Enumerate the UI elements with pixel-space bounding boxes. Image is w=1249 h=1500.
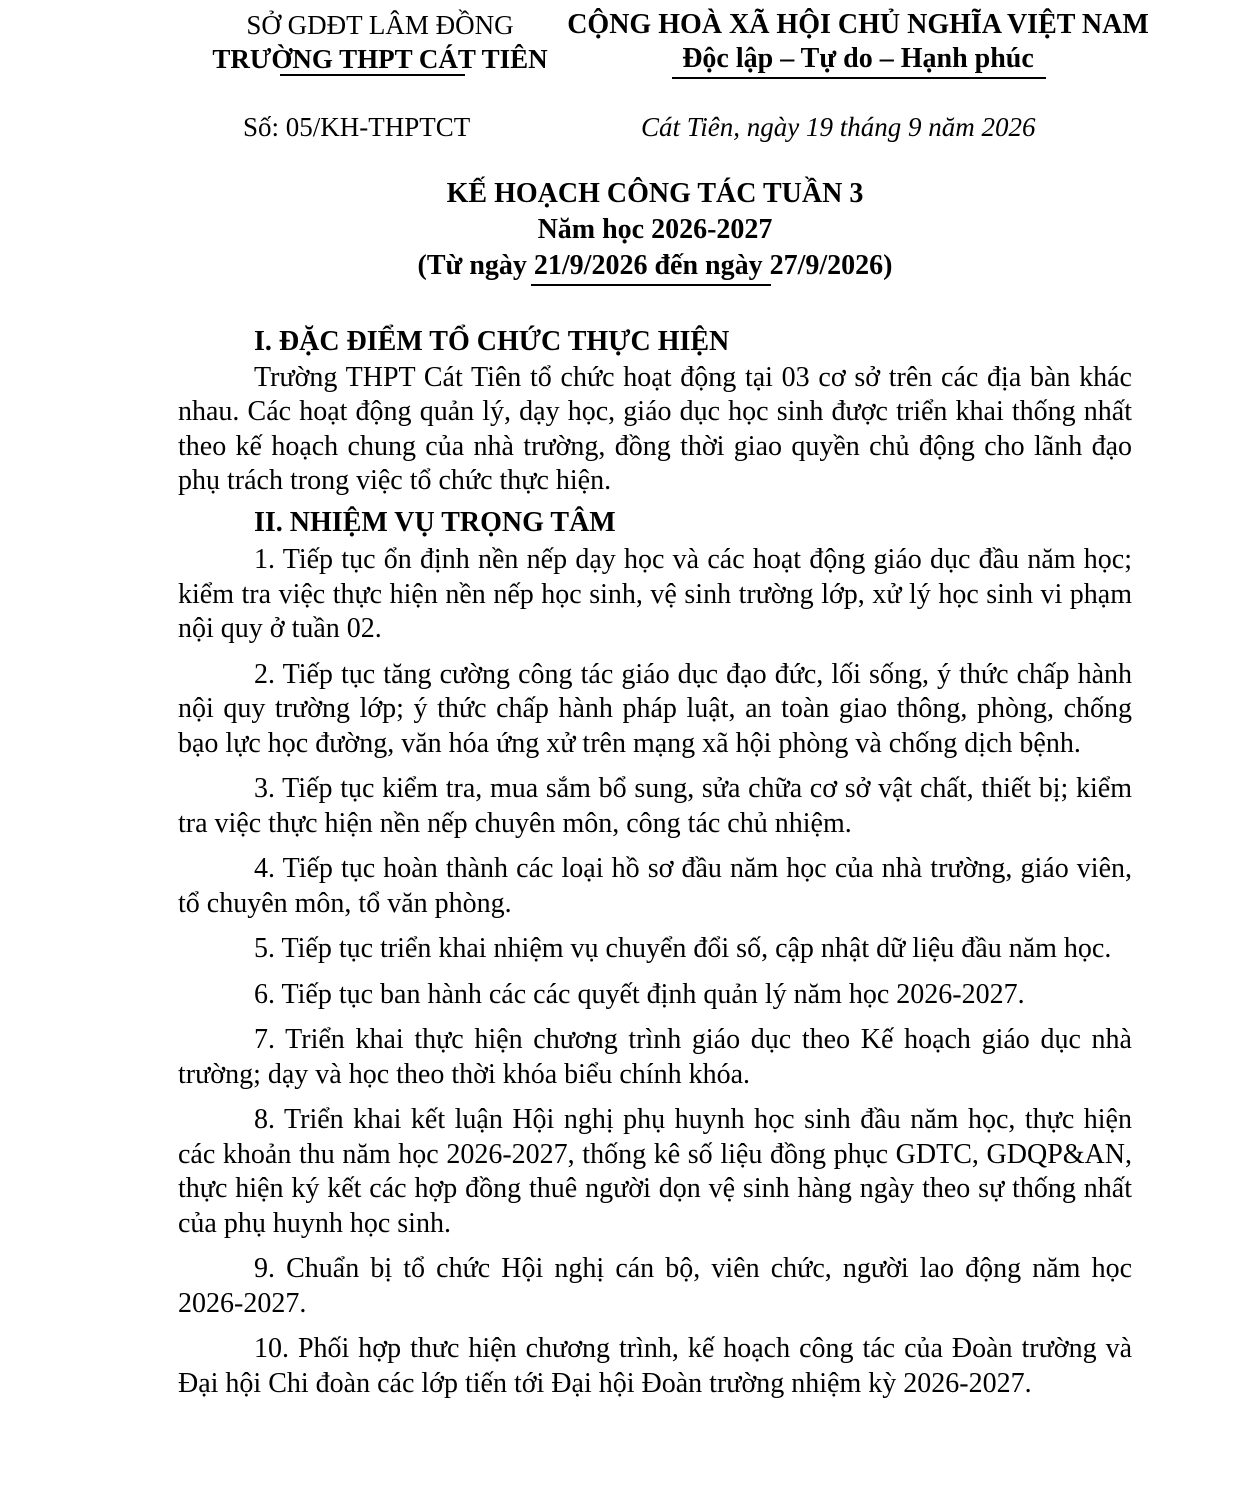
task-item: 7. Triển khai thực hiện chương trình giáo dục theo Kế hoạch giáo dục nhà trường; dạy và học theo thời khóa biểu chính khóa. (178, 1024, 1132, 1090)
national-header (563, 8, 1153, 76)
document-number: Số: 05/KH-THPTCT (243, 112, 471, 142)
national-motto: Độc lập – Tự do – Hạnh phúc (682, 43, 1034, 74)
issuer-block (205, 8, 555, 76)
date-range-underline (531, 284, 771, 286)
date-range: (Từ ngày 21/9/2026 đến ngày 27/9/2026) (417, 250, 893, 281)
document-body (178, 325, 1132, 1412)
task-item: 1. Tiếp tục ổn định nền nếp dạy học và các hoạt động giáo dục đầu năm học; kiểm tra việc thực hiện nền nếp học sinh, vệ sinh trường lớp, xử lý học sinh vi phạm nội quy ở tuần 02. (178, 544, 1132, 644)
section-heading-1: I. ĐẶC ĐIỂM TỔ CHỨC THỰC HIỆN (254, 326, 730, 357)
document-title: KẾ HOẠCH CÔNG TÁC TUẦN 3 (446, 178, 864, 209)
section-1-text: Trường THPT Cát Tiên tổ chức hoạt động tại 03 cơ sở trên các địa bàn khác nhau. Các hoạt động quản lý, dạy học, giáo dục học sinh được triển khai thống nhất theo kế hoạch chung của nhà trường, đồng thời giao quyền chủ động cho lãnh đạo phụ trách trong việc tổ chức thực hiện. (178, 361, 1132, 496)
school-year: Năm học 2026-2027 (537, 214, 773, 245)
task-item: 5. Tiếp tục triển khai nhiệm vụ chuyển đổi số, cập nhật dữ liệu đầu năm học. (254, 933, 1112, 964)
section-heading-2: II. NHIỆM VỤ TRỌNG TÂM (254, 506, 616, 538)
document-title-block (180, 176, 1130, 284)
task-item: 8. Triển khai kết luận Hội nghị phụ huynh học sinh đầu năm học, thực hiện các khoản thu năm học 2026-2027, thống kê số liệu đồng phục GDTC, GDQP&AN, thực hiện ký kết các hợp đồng thuê người dọn vệ sinh hàng ngày theo sự thống nhất của phụ huynh học sinh. (178, 1104, 1132, 1239)
motto-underline (672, 77, 1046, 79)
task-item: 3. Tiếp tục kiểm tra, mua sắm bổ sung, sửa chữa cơ sở vật chất, thiết bị; kiểm tra việc thực hiện nền nếp chuyên môn, công tác chủ nhiệm. (178, 773, 1132, 839)
task-item: 6. Tiếp tục ban hành các các quyết định quản lý năm học 2026-2027. (254, 978, 1025, 1010)
place-and-date: Cát Tiên, ngày 19 tháng 9 năm 2026 (641, 112, 1036, 142)
school-underline (280, 74, 465, 76)
task-item: 4. Tiếp tục hoàn thành các loại hồ sơ đầu năm học của nhà trường, giáo viên, tổ chuyên môn, tổ văn phòng. (178, 853, 1132, 919)
school-name: TRƯỜNG THPT CÁT TIÊN (212, 44, 548, 74)
task-item: 9. Chuẩn bị tổ chức Hội nghị cán bộ, viên chức, người lao động năm học 2026-2027. (178, 1253, 1132, 1319)
agency-name: SỞ GDĐT LÂM ĐỒNG (246, 10, 514, 40)
task-item: 10. Phối hợp thưc hiện chương trình, kế hoạch công tác của Đoàn trường và Đại hội Chi đoàn các lớp tiến tới Đại hội Đoàn trường nhiệm kỳ 2026-2027. (178, 1333, 1132, 1399)
republic-name: CỘNG HOÀ XÃ HỘI CHỦ NGHĨA VIỆT NAM (567, 9, 1149, 40)
task-item: 2. Tiếp tục tăng cường công tác giáo dục đạo đức, lối sống, ý thức chấp hành nội quy trường lớp; ý thức chấp hành pháp luật, an toàn giao thông, phòng, chống bạo lực học đường, văn hóa ứng xử trên mạng xã hội phòng và chống dịch bệnh. (178, 658, 1132, 759)
